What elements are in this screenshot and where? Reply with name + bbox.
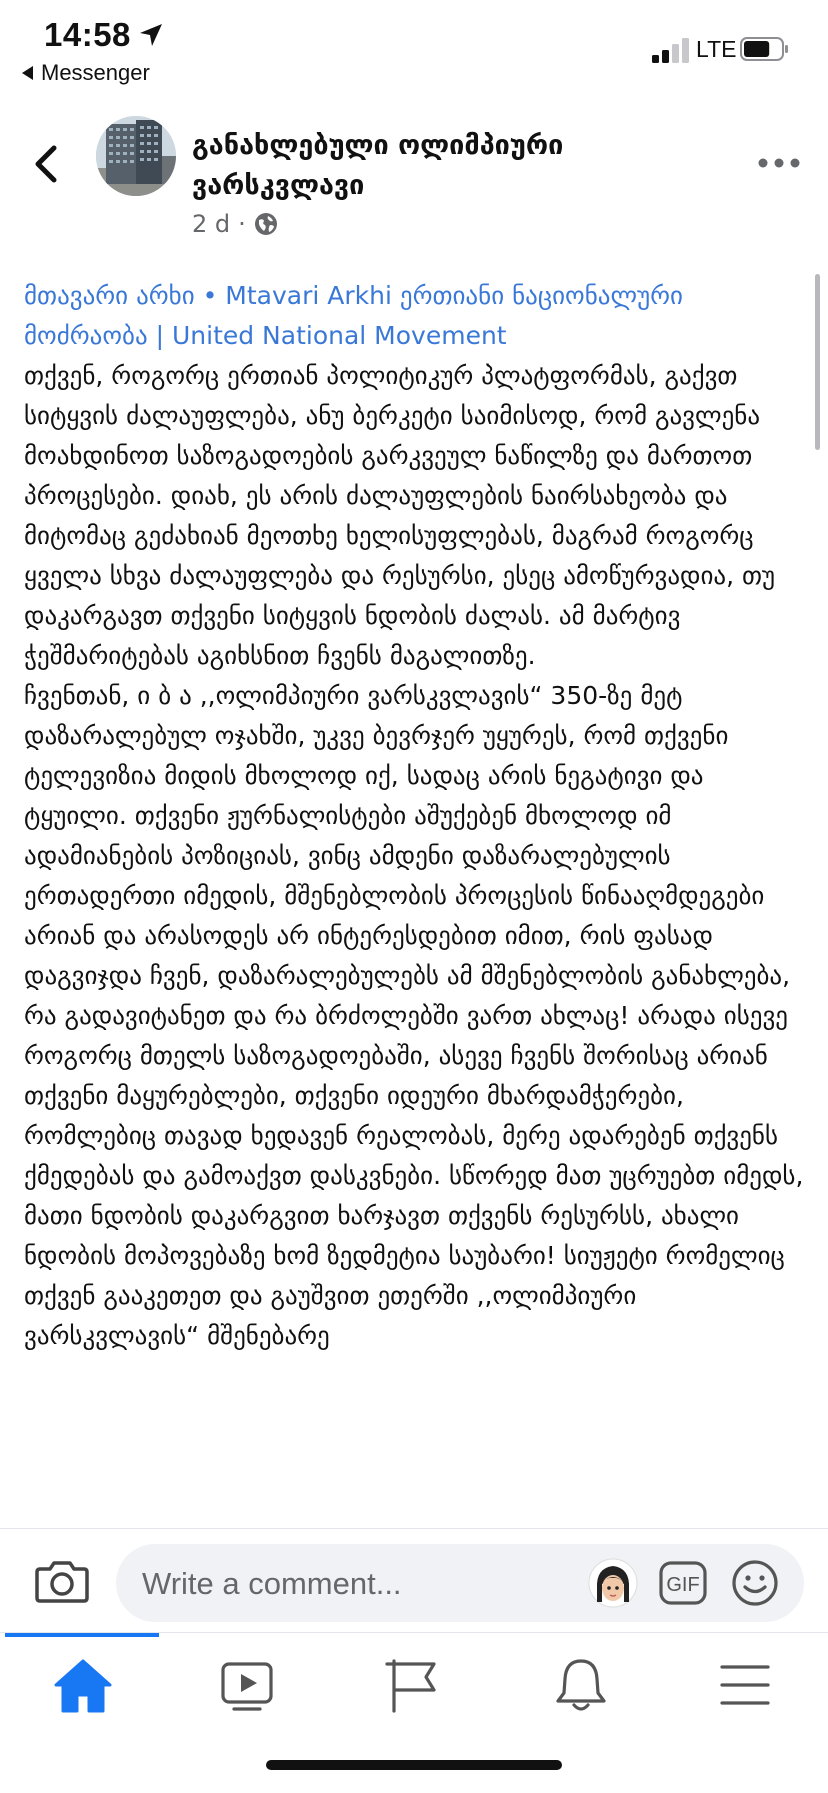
comment-input[interactable] bbox=[140, 1544, 584, 1624]
back-to-app-link[interactable] bbox=[22, 60, 150, 86]
network-type: LTE bbox=[696, 36, 737, 62]
active-tab-indicator bbox=[5, 1633, 159, 1637]
mentioned-pages-link[interactable]: მთავარი არხი • Mtavari Arkhi ერთიანი ნაციონალური მოძრაობა | United National Movement bbox=[24, 281, 683, 350]
post-body bbox=[24, 276, 814, 1530]
home-icon[interactable] bbox=[48, 1655, 118, 1715]
location-arrow-icon bbox=[138, 22, 164, 48]
post-paragraph: თქვენ, როგორც ერთიან პოლიტიკურ პლატფორმას, გაქვთ სიტყვის ძალაუფლება, ანუ ბერკეტი საიმისოდ, რომ გავლენა მოახდინოთ საზოგადოების გარკვეულ ნაწილზე და მართოთ პროცესები. დიახ, ეს არის ძალაუფლების ნაირსახეობა და მიტომაც გეძახიან მეოთხე ხელისუფლებას, მაგრამ როგორც ყველა სხვა ძალაუფლება და რესურსი, ესეც ამოწურვადია, თუ დაკარგავთ თქვენი სიტყვის ნდობის ძალას. ამ მარტივ ჭეშმარიტებას აგიხსნით ჩვენს მაგალითზე. bbox=[24, 361, 776, 670]
notifications-bell-icon[interactable] bbox=[546, 1655, 616, 1715]
gif-button[interactable] bbox=[658, 1560, 708, 1606]
building-avatar-image bbox=[96, 116, 176, 196]
back-triangle-icon bbox=[22, 66, 33, 80]
menu-icon[interactable] bbox=[710, 1655, 780, 1715]
pages-flag-icon[interactable] bbox=[378, 1655, 448, 1715]
page-avatar[interactable] bbox=[96, 116, 176, 196]
camera-icon[interactable] bbox=[34, 1557, 90, 1605]
battery-icon bbox=[740, 37, 790, 61]
emoji-icon[interactable] bbox=[730, 1558, 780, 1608]
post-text bbox=[24, 356, 814, 1356]
post-paragraph: ჩვენთან, ი ბ ა ,,ოლიმპიური ვარსკვლავის“ 350-ზე მეტ დაზარალებულ ოჯახში, უკვე ბევრჯერ უყურეს, რომ თქვენი ტელევიზია მიდის მხოლოდ იქ, სადაც არის ნეგატივი და ტყუილი. თქვენი ჟურნალისტები აშუქებენ მხოლოდ იმ ადამიანების პოზიციას, ვინც ამდენი დაზარალებულის ერთადერთი იმედის, მშენებლობის პროცესის წინააღმდეგები არიან და არასოდეს არ ინტერესდებით იმით, რის ფასად დაგვიჯდა ჩვენ, დაზარალებულებს ამ მშენებლობის განახლება, რა გადავიტანეთ და რა ბრძოლებში ვართ ახლაც! არადა ისევე როგორც მთელს საზოგადოებაში, ასევე ჩვენს შორისაც არიან თქვენი მაყურებლები, თქვენი იდეური მხარდამჭერები, რომლებიც თავად ხედავენ რეალობას, მერე ადარებენ თქვენს ქმედებას და გამოაქვთ დასკვნები. სწორედ მათ უცრუებთ იმედს, მათი ნდობის დაკარგვით ხარჯავთ თქვენს რესურსს, ახალი ნდობის მოპოვებაზე ხომ ზედმეტია საუბარი! სიუჟეტი რომელიც თქვენ გააკეთეთ და გაუშვით ეთერში ,,ოლიმპიური ვარსკვლავის“ მშენებარე bbox=[24, 681, 804, 1350]
globe-icon bbox=[254, 212, 278, 236]
home-indicator[interactable] bbox=[266, 1760, 562, 1770]
more-options-icon[interactable] bbox=[756, 154, 802, 172]
post-header bbox=[0, 112, 828, 252]
gif-label: GIF bbox=[666, 1574, 700, 1596]
gif-icon bbox=[658, 1560, 708, 1606]
signal-strength-icon bbox=[650, 38, 694, 64]
post-meta bbox=[192, 210, 278, 238]
status-bar bbox=[0, 0, 828, 95]
scrollbar[interactable] bbox=[815, 274, 820, 450]
comment-bar bbox=[0, 1528, 828, 1633]
back-arrow-icon[interactable] bbox=[28, 142, 68, 186]
meta-separator: · bbox=[238, 210, 246, 238]
avatar-sticker-icon[interactable] bbox=[588, 1558, 638, 1608]
post-age[interactable]: 2 d bbox=[192, 210, 231, 238]
back-app-label: Messenger bbox=[41, 60, 150, 85]
page-name[interactable]: განახლებული ოლიმპიური ვარსკვლავი bbox=[192, 130, 564, 201]
comment-input-container[interactable] bbox=[116, 1544, 804, 1622]
status-time: 14:58 bbox=[44, 16, 131, 53]
watch-video-icon[interactable] bbox=[212, 1655, 282, 1715]
